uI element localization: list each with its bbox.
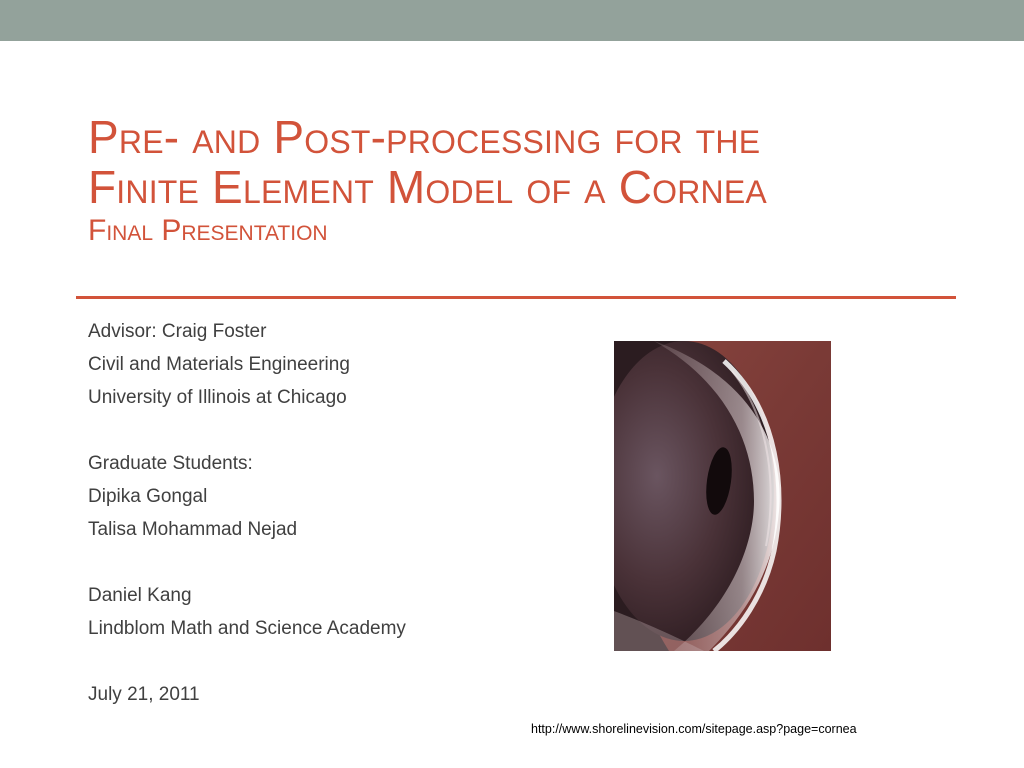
- cornea-photo: [614, 341, 831, 651]
- title-line-2: Finite Element Model of a Cornea: [88, 161, 767, 213]
- top-accent-bar: [0, 0, 1024, 41]
- student-name-3: Daniel Kang: [88, 585, 192, 606]
- school-line: Lindblom Math and Science Academy: [88, 618, 406, 639]
- graduate-students-heading: Graduate Students:: [88, 453, 253, 474]
- title-line-1: Pre- and Post-processing for the: [88, 111, 761, 163]
- blank-line: [88, 648, 588, 681]
- department-line: Civil and Materials Engineering: [88, 354, 350, 375]
- title-divider: [76, 296, 956, 299]
- body-text: [88, 318, 588, 714]
- student-name-2: Talisa Mohammad Nejad: [88, 519, 298, 540]
- student-name-1: Dipika Gongal: [88, 486, 208, 507]
- university-line: University of Illinois at Chicago: [88, 387, 347, 408]
- blank-line: [88, 417, 588, 450]
- image-source-url[interactable]: http://www.shorelinevision.com/sitepage.asp?page=cornea: [531, 722, 857, 736]
- date-line: July 21, 2011: [88, 684, 200, 705]
- blank-line: [88, 549, 588, 582]
- advisor-line: Advisor: Craig Foster: [88, 321, 267, 342]
- title-block: [88, 111, 968, 247]
- subtitle: Final Presentation: [88, 214, 328, 247]
